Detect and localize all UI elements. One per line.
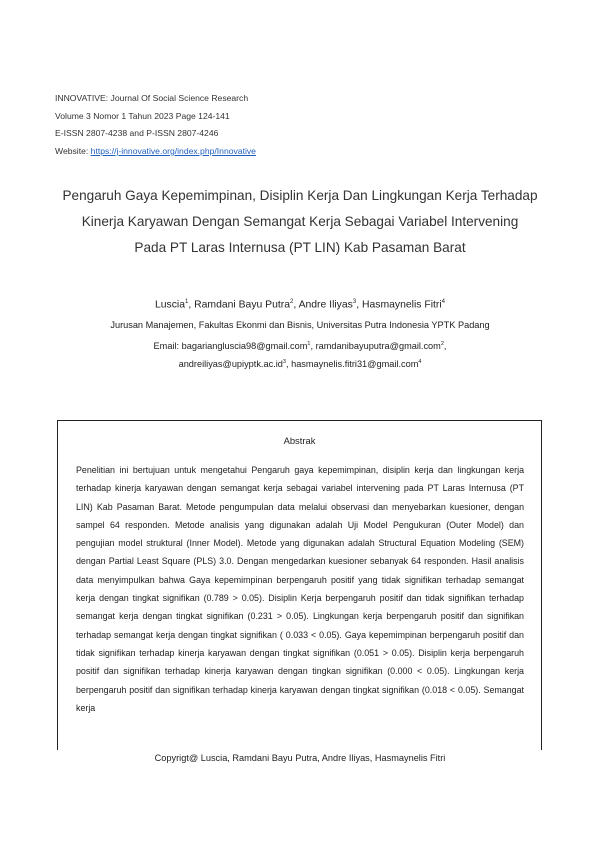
website-link[interactable]: https://j-innovative.org/index.php/Innovative xyxy=(90,145,256,156)
paper-title xyxy=(40,183,560,261)
abstract-heading: Abstrak xyxy=(283,435,316,446)
email-label: Email: xyxy=(153,341,182,352)
issn-info: E-ISSN 2807-4238 and P-ISSN 2807-4246 xyxy=(55,128,219,139)
title-line-2: Kinerja Karyawan Dengan Semangat Kerja Sebagai Variabel Intervening xyxy=(81,214,519,229)
email-mark: 2 xyxy=(440,341,444,347)
abstract-text: Penelitian ini bertujuan untuk mengetahui Pengaruh gaya kepemimpinan, disiplin kerja dan lingkungan kerja terhadap kinerja karyawan dengan semangat kerja sebagai variabel intervening pada PT Laras Internusa (PT LIN) Kab Pasaman Barat. Metode pengumpulan data melalui observasi dan menyebarkan kuesioner, dengan sampel 64 responden. Metode analisis yang digunakan adalah Uji Model Pengukuran (Outer Model) dan pengujian model struktural (Inner Model). Metode yang digunakan adalah Structural Equation Modeling (SEM) dengan Partial Least Square (PLS) 3.0. Dengan mengedarkan kuesioner sebanyak 64 responden. Hasil analisis data menyimpulkan bahwa Gaya kepemimpinan berpengaruh positif yang tidak signifikan terhadap semangat kerja dengan tingkat signifikan (0.789 > 0.05). Disiplin Kerja berpengaruh positif dan tidak signifikan terhadap semangat kerja dengan tingkat signifikan (0.231 > 0.05). Lingkungan kerja berpengaruh positif dan signifikan terhadap semangat kerja dengan tingkat signifikan ( 0.033 < 0.05). Gaya kepemimpinan berpengaruh positif dan tidak signifikan terhadap kinerja karyawan dengan tingkat signifikan (0.051 > 0.05). Disiplin kerja berpengaruh positif dan signifikan terhadap kinerja karyawan dengan tingkan signifikan (0.000 < 0.05). Lingkungan kerja berpengaruh positif dan signifikan terhadap kinerja karyawan dengan tingkat signifikan (0.018 < 0.05). Semangat kerja xyxy=(76,465,524,713)
email-mark: 1 xyxy=(307,341,311,347)
author-mark: 2 xyxy=(290,299,294,305)
email-mark: 4 xyxy=(418,359,422,365)
email-separator: , xyxy=(285,359,292,370)
author-separator: , xyxy=(293,299,299,311)
email-line-1 xyxy=(40,337,560,353)
email-mark: 3 xyxy=(282,359,286,365)
email-line-2 xyxy=(40,355,560,371)
email-separator: , xyxy=(310,341,316,352)
email-address: andreiliyas@upiyptk.ac.id xyxy=(178,359,283,370)
title-line-1: Pengaruh Gaya Kepemimpinan, Disiplin Kerja Dan Lingkungan Kerja Terhadap xyxy=(62,188,538,203)
email-address: ramdanibayuputra@gmail.com xyxy=(315,341,441,352)
website-label: Website: xyxy=(55,145,89,156)
author-separator: , xyxy=(188,299,195,311)
author-mark: 3 xyxy=(352,299,357,305)
email-address: hasmaynelis.fitri31@gmail.com xyxy=(291,359,419,370)
email-address: bagariangluscia98@gmail.com xyxy=(181,341,308,352)
author-name: Luscia xyxy=(154,299,186,311)
author-mark: 4 xyxy=(441,299,446,305)
author-list xyxy=(40,295,560,312)
website-row xyxy=(55,143,535,161)
author-separator: , xyxy=(356,299,362,311)
title-line-3: Pada PT Laras Internusa (PT LIN) Kab Pasaman Barat xyxy=(134,240,466,255)
author-name: Hasmaynelis Fitri xyxy=(361,299,442,311)
author-mark: 1 xyxy=(185,299,189,305)
journal-header xyxy=(55,90,535,160)
abstract-box xyxy=(57,420,542,750)
volume-info: Volume 3 Nomor 1 Tahun 2023 Page 124-141 xyxy=(55,110,230,121)
journal-name: INNOVATIVE: Journal Of Social Science Research xyxy=(55,93,249,103)
affiliation: Jurusan Manajemen, Fakultas Ekonmi dan Bisnis, Universitas Putra Indonesia YPTK Padang xyxy=(110,320,490,330)
copyright-footer: Copyrigt@ Luscia, Ramdani Bayu Putra, Andre Iliyas, Hasmaynelis Fitri xyxy=(154,753,446,763)
author-name: Andre Iliyas xyxy=(298,299,353,311)
author-name: Ramdani Bayu Putra xyxy=(194,299,291,311)
email-separator: , xyxy=(443,341,447,352)
